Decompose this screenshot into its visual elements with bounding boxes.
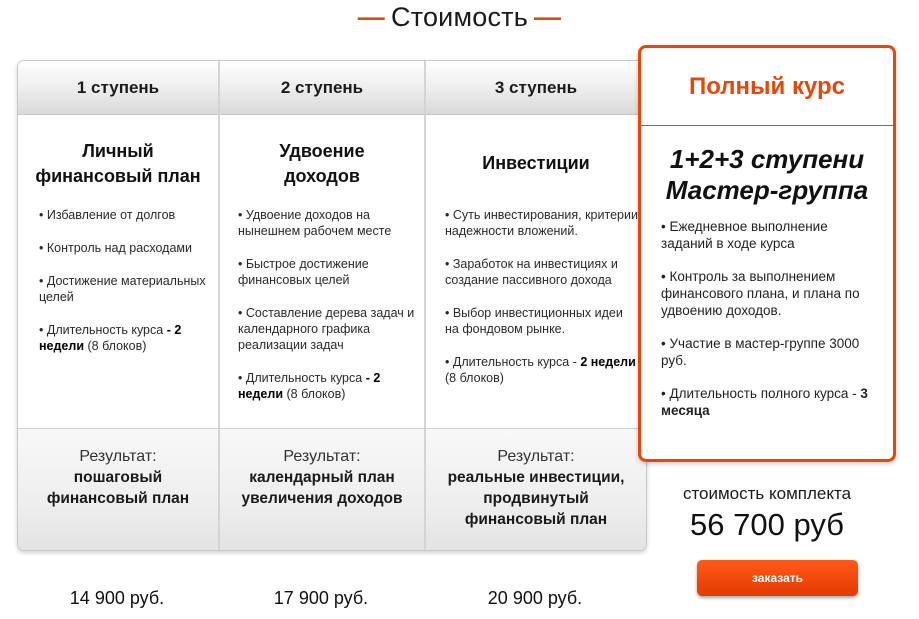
- tier-1-name-line2: финансовый план: [35, 166, 201, 186]
- tier-3-result: [426, 428, 646, 551]
- column-divider: [424, 61, 426, 550]
- feature-duration: 2 недели: [580, 355, 636, 369]
- full-course-head: Полный курс: [641, 48, 893, 126]
- feature-text: (8 блоков): [84, 339, 147, 353]
- result-label: Результат:: [497, 448, 575, 465]
- tier-2-head: 2 ступень: [220, 61, 424, 115]
- tier-2-name-line2: доходов: [284, 166, 360, 186]
- feature-text: • Длительность полного курса -: [661, 386, 861, 401]
- full-course-features: [641, 218, 893, 419]
- feature-text: • Длительность курса: [238, 371, 366, 385]
- feature-item: • Контроль над расходами: [39, 241, 193, 255]
- tier-1-features: [39, 207, 212, 371]
- tier-1-head: 1 ступень: [18, 61, 218, 115]
- tier-2-name-line1: Удвоение: [279, 141, 365, 161]
- full-course-card: [638, 45, 896, 462]
- feature-duration: - 2 недели: [39, 323, 182, 353]
- tier-2-features: [238, 207, 418, 419]
- feature-item: • Ежедневное выполнение заданий в ходе курса: [661, 219, 828, 251]
- feature-item: [445, 354, 640, 386]
- feature-item: • Избавление от долгов: [39, 208, 176, 222]
- result-label: Результат:: [283, 448, 361, 465]
- bundle-price: 56 700 руб: [690, 507, 844, 542]
- feature-text: • Длительность курса -: [445, 355, 581, 369]
- column-divider: [218, 61, 220, 550]
- feature-item: [39, 322, 212, 354]
- tier-1-name-line1: Личный: [82, 141, 154, 161]
- page-title-text: Стоимость: [391, 2, 528, 32]
- feature-item: • Достижение материальных целей: [39, 274, 206, 304]
- tier-3-features: [445, 207, 640, 403]
- title-dash-right: —: [533, 2, 562, 32]
- result-value: реальные инвестиции, продвинутый финансовый план: [447, 469, 625, 528]
- result-value: пошаговый финансовый план: [46, 469, 190, 507]
- tier-1-body: [18, 115, 218, 427]
- tier-2-price: 17 900 руб.: [273, 588, 369, 608]
- full-course-title: [641, 144, 893, 206]
- feature-item: • Суть инвестирования, критерии надежности вложений.: [445, 208, 638, 238]
- feature-item: • Выбор инвестиционных идеи на фондовом рынке.: [445, 306, 623, 336]
- title-dash-left: —: [357, 2, 385, 32]
- page-title: [0, 2, 919, 33]
- feature-item: • Контроль за выполнением финансового плана, и плана по удвоению доходов.: [661, 269, 860, 318]
- feature-item: • Удвоение доходов на нынешнем рабочем месте: [238, 208, 392, 238]
- feature-item: • Быстрое достижение финансовых целей: [238, 257, 369, 287]
- tier-1-result: [18, 428, 218, 551]
- tier-3-head: 3 ступень: [426, 61, 646, 115]
- full-course-title-line2: Мастер-группа: [665, 175, 869, 205]
- feature-text: (8 блоков): [445, 371, 504, 385]
- tier-3-price: 20 900 руб.: [487, 588, 583, 608]
- feature-duration: 3 месяца: [661, 386, 868, 418]
- result-value: календарный план увеличения доходов: [241, 469, 403, 507]
- tiers-table: [17, 60, 647, 551]
- tier-1-price: 14 900 руб.: [69, 588, 165, 608]
- bundle-price-label: стоимость комплекта: [682, 484, 852, 503]
- tier-2-result: [220, 428, 424, 551]
- feature-text: (8 блоков): [283, 387, 346, 401]
- feature-item: [661, 385, 883, 419]
- tier-3-name: Инвестиции: [482, 153, 590, 173]
- tier-2-body: [220, 115, 424, 427]
- feature-duration: - 2 недели: [238, 371, 381, 401]
- result-label: Результат:: [79, 448, 157, 465]
- feature-item: • Составление дерева задач и календарного графика реализации задач: [238, 306, 415, 352]
- full-course-title-line1: 1+2+3 ступени: [669, 144, 865, 174]
- tier-2-name: [220, 139, 424, 189]
- feature-item: [238, 370, 418, 402]
- feature-item: • Заработок на инвестициях и создание пассивного дохода: [445, 257, 618, 287]
- tier-3-body: [426, 115, 646, 427]
- feature-text: • Длительность курса: [39, 323, 167, 337]
- feature-item: • Участие в мастер-группе 3000 руб.: [661, 336, 860, 368]
- order-button[interactable]: заказать: [697, 560, 858, 596]
- tier-1-name: [18, 139, 218, 189]
